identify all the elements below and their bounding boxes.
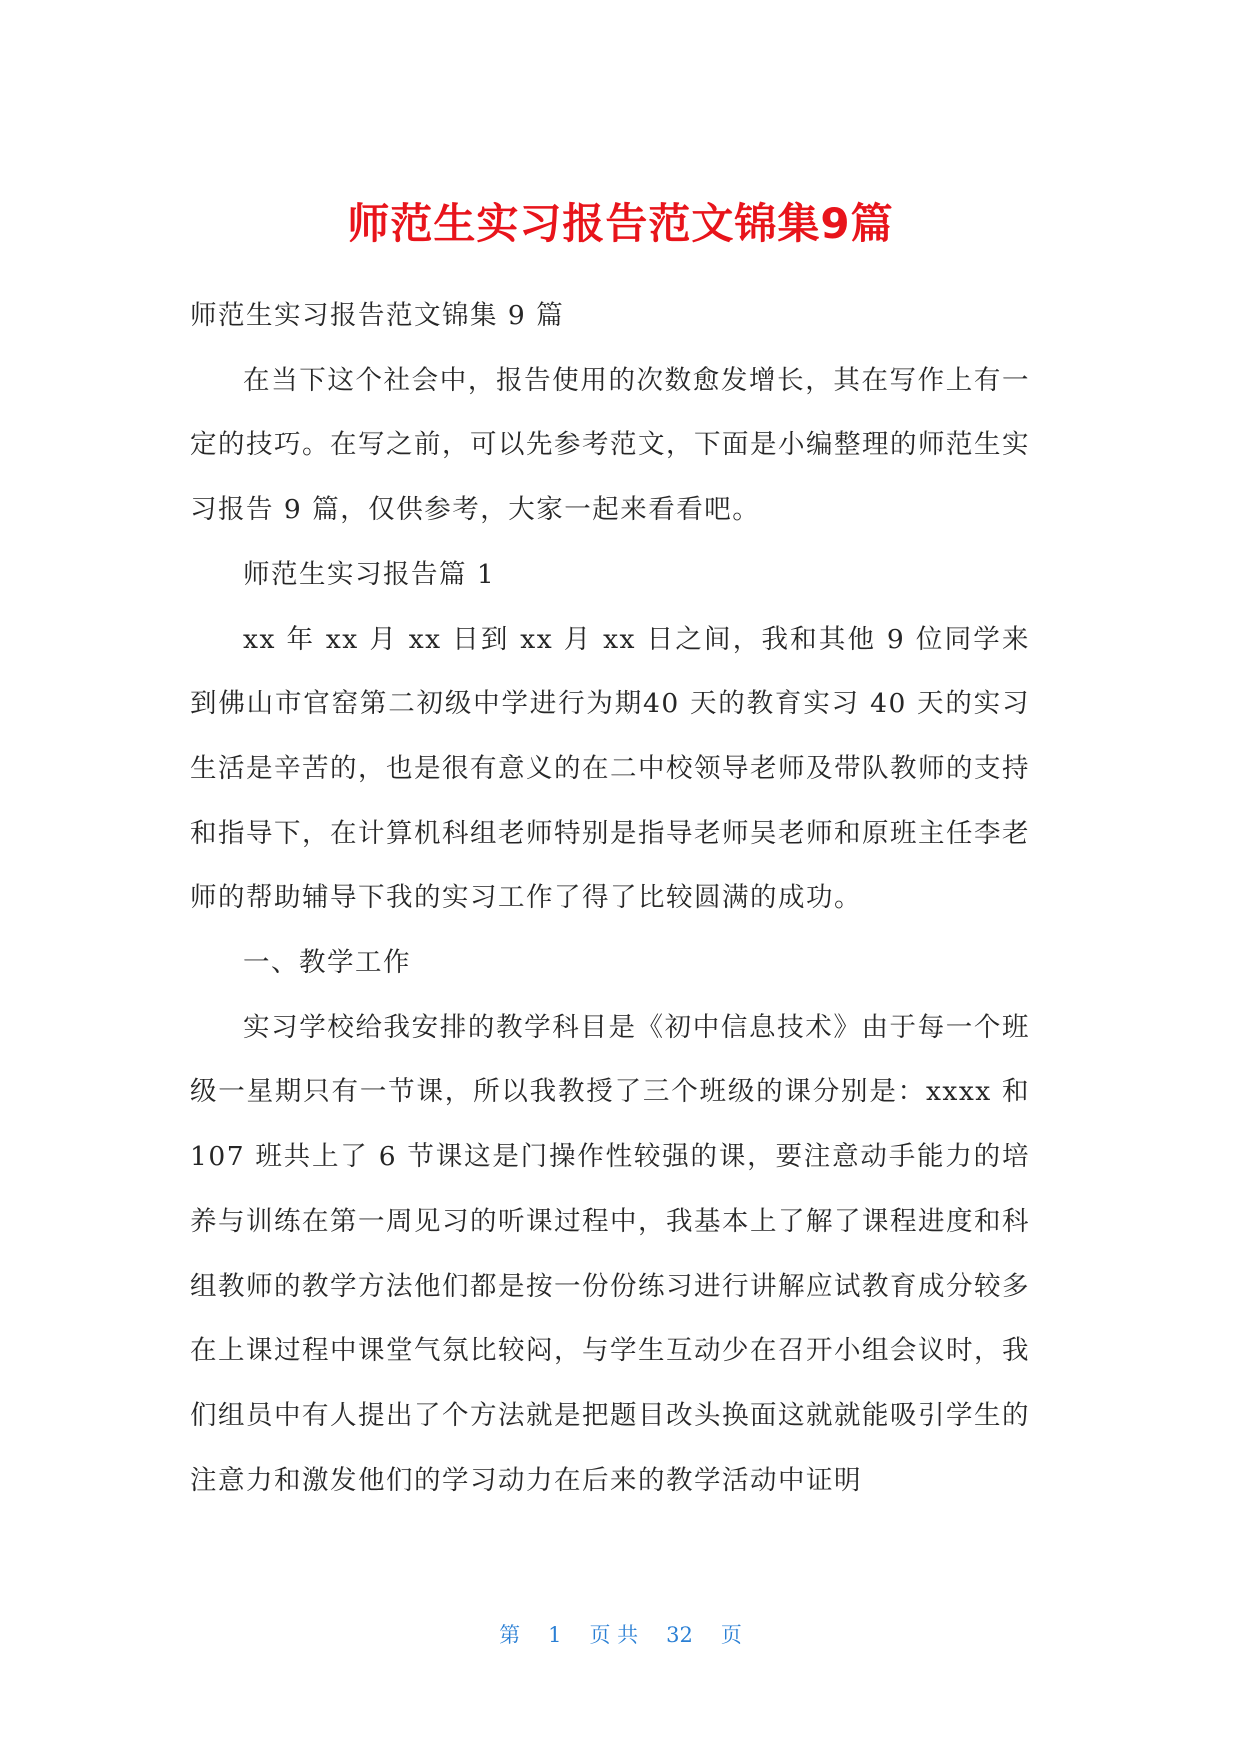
document-body	[190, 284, 1030, 1513]
paragraph-teaching-body: 实习学校给我安排的教学科目是《初中信息技术》由于每一个班级一星期只有一节课，所以我教授了三个班级的课分别是：xxxx 和 107 班共上了 6 节课这是门操作性较强的课，要注意动手能力的培养与训练在第一周见习的听课过程中，我基本上了解了课程进度和科组教师的教学方法他们都是按一份份练习进行讲解应试教育成分较多在上课过程中课堂气氛比较闷，与学生互动少在召开小组会议时，我们组员中有人提出了个方法就是把题目改头换面这就就能吸引学生的注意力和激发他们的学习动力在后来的教学活动中证明	[190, 1011, 1030, 1496]
footer-suffix: 页	[720, 1623, 742, 1647]
footer-current-page: 1	[548, 1623, 562, 1647]
footer-total-pages: 32	[666, 1623, 693, 1647]
footer-middle: 页 共	[589, 1623, 639, 1647]
paragraph-subtitle: 师范生实习报告范文锦集 9 篇	[190, 300, 565, 331]
document-title: 师范生实习报告范文锦集9篇	[347, 199, 894, 248]
paragraph-report-1-body: xx 年 xx 月 xx 日到 xx 月 xx 日之间，我和其他 9 位同学来到佛山市官窑第二初级中学进行为期40 天的教育实习 40 天的实习生活是辛苦的，也是很有意义的在二中校领导老师及带队教师的支持和指导下，在计算机科组老师特别是指导老师吴老师和原班主任李老师的帮助辅导下我的实习工作了得了比较圆满的成功。	[190, 623, 1030, 914]
section-heading-report-1: 师范生实习报告篇 1	[243, 558, 496, 590]
paragraph-intro: 在当下这个社会中，报告使用的次数愈发增长，其在写作上有一定的技巧。在写之前，可以先参考范文，下面是小编整理的师范生实习报告 9 篇，仅供参考，大家一起来看看吧。	[190, 364, 1030, 526]
page-footer	[0, 1621, 1241, 1649]
section-heading-teaching: 一、教学工作	[243, 947, 411, 979]
footer-prefix: 第	[499, 1623, 521, 1647]
